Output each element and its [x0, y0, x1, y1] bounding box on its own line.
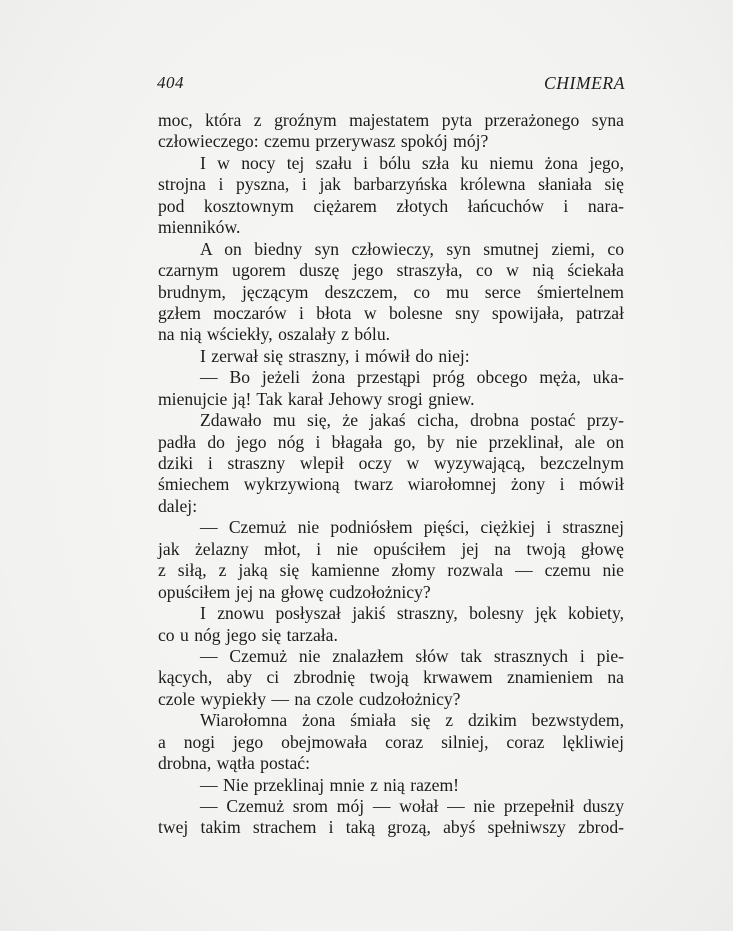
- text-line: mienników.: [158, 217, 241, 238]
- text-line: czarnym ugorem duszę jego straszyła, co w nią ściekała: [158, 260, 624, 281]
- text-line: dalej:: [158, 495, 198, 516]
- text-line: pod kosztownym ciężarem złotych łańcuchów i nara-: [158, 195, 624, 216]
- text-line: I znowu posłyszał jakiś straszny, bolesny jęk kobiety,: [200, 603, 624, 624]
- text-line: Zdawało mu się, że jakaś cicha, drobna postać przy-: [200, 410, 624, 431]
- page-number: 404: [157, 73, 184, 92]
- text-line: — Czemuż nie podniósłem pięści, ciężkiej i strasznej: [200, 517, 624, 538]
- running-title: CHIMERA: [544, 73, 625, 93]
- text-line: brudnym, jęczącym deszczem, co mu serce śmiertelnem: [158, 281, 624, 302]
- text-line: — Nie przeklinaj mnie z nią razem!: [200, 774, 460, 795]
- text-line: śmiechem wykrzywioną twarz wiarołomnej żony i mówił: [158, 474, 624, 495]
- text-line: człowieczego: czemu przerywasz spokój mój?: [158, 131, 489, 152]
- text-line: jak żelazny młot, i nie opuściłem jej na twoją głowę: [158, 538, 624, 559]
- text-line: I w nocy tej szału i bólu szła ku niemu żona jego,: [200, 152, 624, 173]
- text-line: co u nóg jego się tarzała.: [158, 624, 338, 645]
- text-line: drobna, wątła postać:: [158, 753, 310, 774]
- text-line: — Czemuż srom mój — wołał — nie przepełnił duszy: [200, 796, 624, 816]
- text-line: dziki i straszny wlepił oczy w wyzywającą, bezczelnym: [158, 453, 624, 473]
- text-line: moc, która z groźnym majestatem pyta przerażonego syna: [158, 110, 624, 130]
- text-line: czole wypiekły — na czole cudzołożnicy?: [158, 688, 461, 709]
- text-line: gzłem moczarów i błota w bolesne sny spowijała, patrzał: [158, 302, 624, 323]
- text-line: padła do jego nóg i błagała go, by nie przeklinał, ale on: [158, 431, 624, 452]
- text-line: twej takim strachem i taką grozą, abyś spełniwszy zbrod-: [158, 817, 624, 838]
- text-line: mienujcie ją! Tak karał Jehowy srogi gniew.: [158, 388, 475, 409]
- text-line: A on biedny syn człowieczy, syn smutnej ziemi, co: [200, 238, 624, 259]
- text-line: na nią wściekły, oszalały z bólu.: [158, 324, 391, 345]
- text-line: kących, aby ci zbrodnię twoją krwawem znamieniem na: [158, 667, 624, 688]
- text-line: Wiarołomna żona śmiała się z dzikim bezwstydem,: [200, 710, 624, 731]
- body-text: [158, 110, 624, 839]
- text-line: — Czemuż nie znalazłem słów tak strasznych i pie-: [200, 645, 624, 666]
- text-line: z siłą, z jaką się kamienne złomy rozwala — czemu nie: [158, 560, 624, 581]
- text-line: strojna i pyszna, i jak barbarzyńska królewna słaniała się: [158, 174, 624, 195]
- text-line: I zerwał się straszny, i mówił do niej:: [200, 345, 470, 366]
- text-line: opuściłem jej na głowę cudzołożnicy?: [158, 581, 431, 602]
- running-head: [157, 73, 625, 95]
- text-line: a nogi jego obejmowała coraz silniej, coraz lękliwiej: [158, 731, 624, 752]
- text-line: — Bo jeżeli żona przestąpi próg obcego męża, uka-: [200, 367, 624, 388]
